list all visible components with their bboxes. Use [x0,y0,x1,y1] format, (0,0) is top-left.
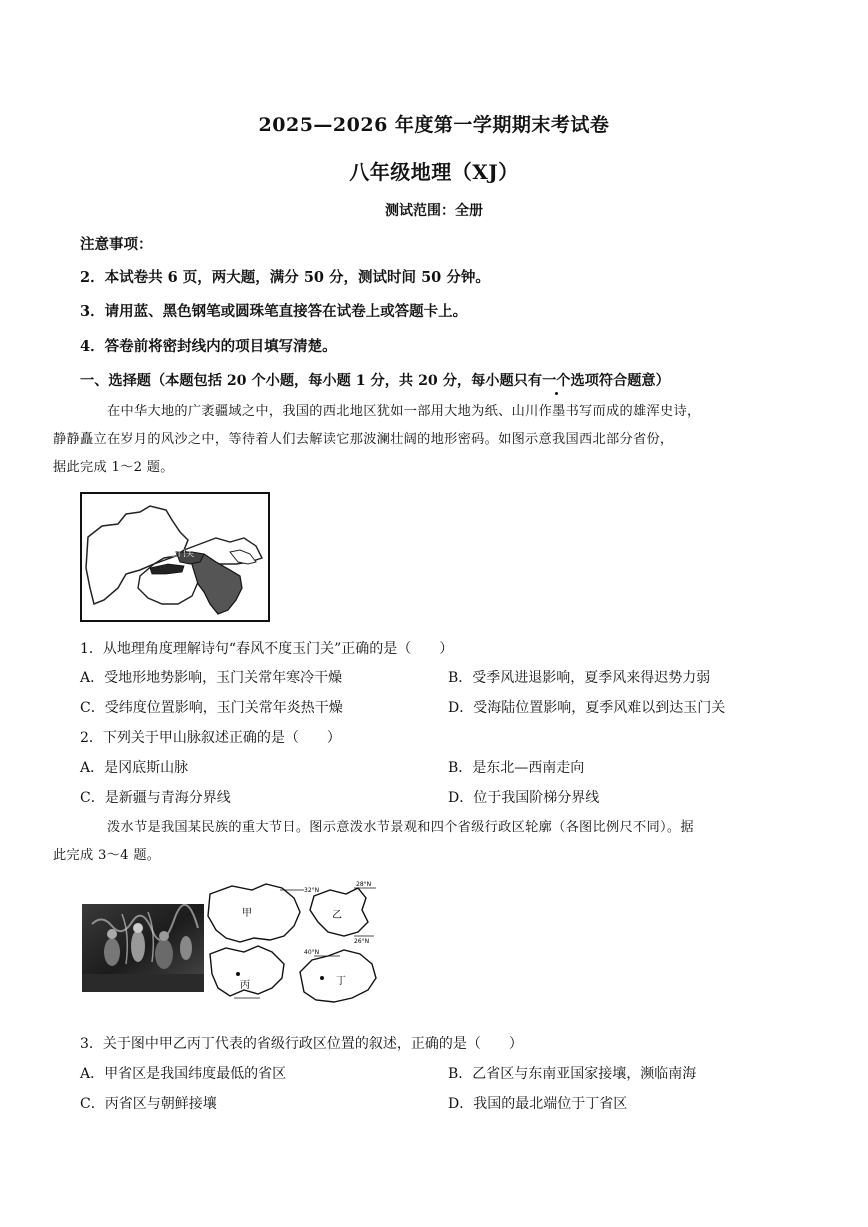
label-province-yi: 乙 [332,910,342,921]
q2-option-b[interactable]: B．是东北—西南走向 [448,760,585,776]
question-1-stem: 1．从地理角度理解诗句“春风不度玉门关”正确的是（ ） [80,641,454,657]
notice-item: 2．本试卷共 6 页，两大题，满分 50 分，测试时间 50 分钟。 [80,269,490,286]
test-scope: 测试范围：全册 [385,203,483,219]
exam-title: 2025—2026 年度第一学期期末考试卷 [258,114,610,136]
q2-option-d[interactable]: D．位于我国阶梯分界线 [448,790,600,806]
lat-label: 32°N [304,887,320,894]
notice-item: 3．请用蓝、黑色钢笔或圆珠笔直接答在试卷上或答题卡上。 [80,303,468,320]
passage-line: 此完成 3～4 题。 [53,848,161,863]
q1-option-a[interactable]: A．受地形地势影响，玉门关常年寒冷干燥 [80,670,343,686]
notice-item: 4．答卷前将密封线内的项目填写清楚。 [80,338,337,355]
notice-heading: 注意事项： [80,236,153,253]
q3-option-c[interactable]: C．丙省区与朝鲜接壤 [80,1096,217,1112]
label-province-ding: 丁 [336,976,346,987]
passage-line: 泼水节是我国某民族的重大节日。图示意泼水节景观和四个省级行政区轮廓（各图比例尺不同）。据 [107,820,694,835]
q2-option-c[interactable]: C．是新疆与青海分界线 [80,790,231,806]
lat-label: 26°N [354,938,370,945]
passage-line: 据此完成 1～2 题。 [53,460,174,475]
lat-label: 28°N [356,881,372,888]
lat-label: 40°N [304,949,320,956]
question-2-stem: 2．下列关于甲山脉叙述正确的是（ ） [80,730,341,746]
section-heading [80,370,670,390]
label-yumenguan: 玉门关 [170,549,194,558]
passage-2 [53,814,790,870]
emphasis-text: 一个 [542,370,570,390]
q3-option-b[interactable]: B．乙省区与东南亚国家接壤，濒临南海 [448,1066,697,1082]
q1-option-c[interactable]: C．受纬度位置影响，玉门关常年炎热干燥 [80,700,343,716]
exam-subtitle: 八年级地理（XJ） [349,160,519,184]
passage-line: 静静矗立在岁月的风沙之中，等待着人们去解读它那波澜壮阔的地形密码。如图示意我国西北部分省份， [53,432,674,447]
q1-option-b[interactable]: B．受季风进退影响，夏季风来得迟势力弱 [448,670,711,686]
q3-option-d[interactable]: D．我国的最北端位于丁省区 [448,1096,628,1112]
northwest-china-map [80,492,270,622]
q1-option-d[interactable]: D．受海陆位置影响，夏季风难以到达玉门关 [448,700,726,716]
question-3-stem: 3．关于图中甲乙丙丁代表的省级行政区位置的叙述，正确的是（ ） [80,1036,523,1052]
section-heading-pre: 一、选择题（本题包括 20 个小题，每小题 1 分，共 20 分，每小题只有 [80,373,543,389]
label-jia: 甲 [174,573,182,582]
water-festival-photo [82,904,204,992]
q2-option-a[interactable]: A．是冈底斯山脉 [80,760,189,776]
label-province-jia: 甲 [242,908,252,919]
q3-option-a[interactable]: A．甲省区是我国纬度最低的省区 [80,1066,287,1082]
province-outlines-figure [204,880,384,1010]
section-heading-emph [542,373,570,389]
label-province-bing: 丙 [240,980,250,991]
passage-line: 在中华大地的广袤疆域之中，我国的西北地区犹如一部用大地为纸、山川作墨书写而成的雄浑史诗， [107,404,701,419]
passage-1 [53,398,790,482]
section-heading-post: 选项符合题意） [570,373,670,389]
